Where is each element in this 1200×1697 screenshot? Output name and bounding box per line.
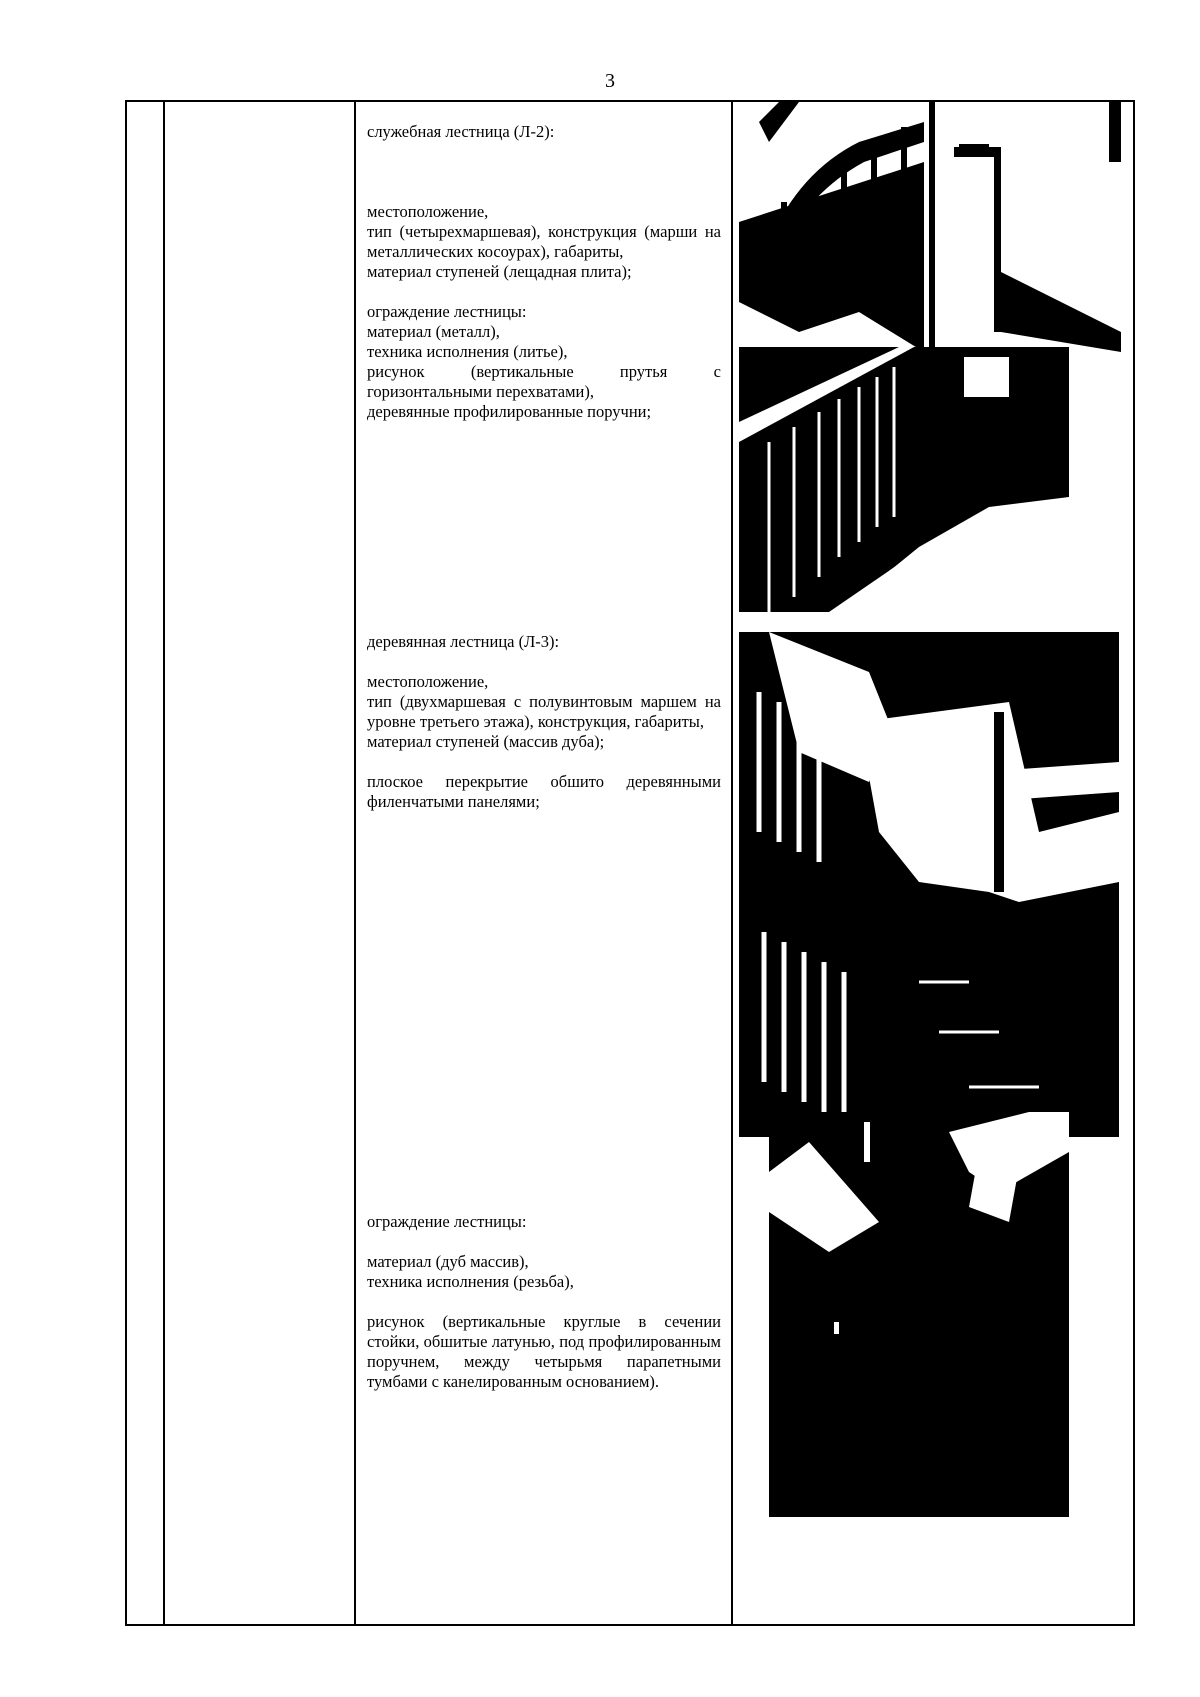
section-l3-heading: деревянная лестница (Л-3): bbox=[367, 632, 560, 651]
photo-l3-staircase bbox=[739, 632, 1119, 1137]
section-l3-line: местоположение, bbox=[367, 672, 489, 691]
section-l2-fence-heading: ограждение лестницы: bbox=[367, 302, 527, 321]
section-l3-ceiling: плоское перекрытие обшито деревянными филенчатыми панелями; bbox=[367, 772, 721, 811]
inventory-table bbox=[125, 100, 1135, 1626]
section-l2-heading: служебная лестница (Л-2): bbox=[367, 122, 555, 141]
column-divider bbox=[163, 102, 165, 1624]
section-l2 bbox=[367, 122, 721, 142]
description-column bbox=[367, 102, 721, 1624]
section-fence-l3-line: материал (дуб массив), bbox=[367, 1252, 529, 1271]
photo-l2-staircase bbox=[739, 102, 1121, 352]
section-l2-line: тип (четырехмаршевая), конструкция (марши на металлических косоурах), габариты, bbox=[367, 222, 721, 261]
section-l2-details bbox=[367, 202, 721, 422]
section-l3-line: тип (двухмаршевая с полувинтовым маршем на уровне третьего этажа), конструкция, габариты, bbox=[367, 692, 721, 731]
section-l2-line: местоположение, bbox=[367, 202, 489, 221]
page-number: 3 bbox=[605, 70, 615, 92]
section-l2-line: материал ступеней (лещадная плита); bbox=[367, 262, 632, 281]
section-fence-l3 bbox=[367, 1212, 721, 1392]
section-l2-fence-line: деревянные профилированные поручни; bbox=[367, 402, 652, 421]
photo-l3-railing bbox=[769, 1112, 1069, 1517]
section-fence-l3-heading: ограждение лестницы: bbox=[367, 1212, 527, 1231]
section-l2-fence-line: материал (металл), bbox=[367, 322, 500, 341]
column-divider bbox=[731, 102, 733, 1624]
column-divider bbox=[354, 102, 356, 1624]
section-l2-fence-line: рисунок (вертикальные прутья с горизонтальными перехватами), bbox=[367, 362, 721, 401]
photo-l2-railing bbox=[739, 347, 1069, 612]
section-l2-fence-line: техника исполнения (литье), bbox=[367, 342, 568, 361]
section-l3 bbox=[367, 632, 721, 812]
section-l3-line: материал ступеней (массив дуба); bbox=[367, 732, 605, 751]
section-fence-l3-line: техника исполнения (резьба), bbox=[367, 1272, 574, 1291]
section-fence-l3-pattern: рисунок (вертикальные круглые в сечении стойки, обшитые латунью, под профилированным поручнем, между четырьмя парапетными тумбами с канелированным основанием). bbox=[367, 1312, 721, 1391]
